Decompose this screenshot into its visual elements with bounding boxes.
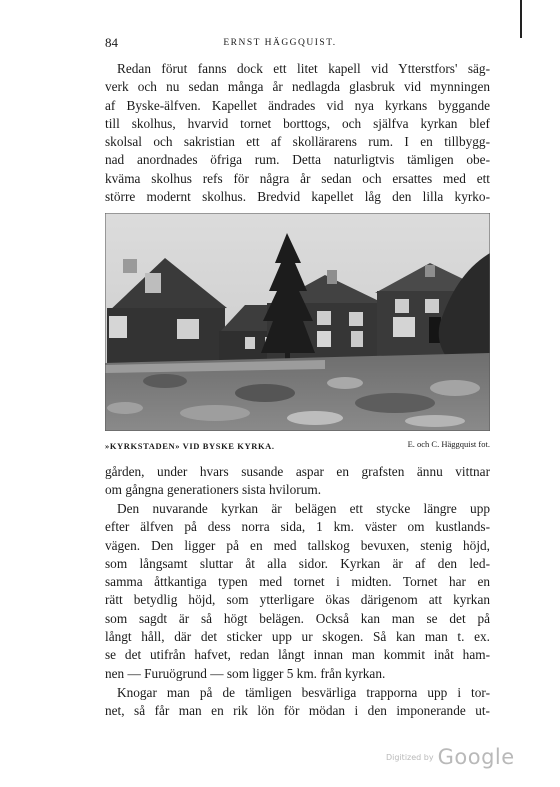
page-number: 84 [105, 35, 118, 50]
page-edge-line [520, 0, 522, 38]
text-line: Den nuvarande kyrkan är belägen ett stycke längre upp [117, 501, 490, 516]
text-line: långt håll, där det sticker upp ur skogen. Så kan man t. ex. [105, 629, 490, 645]
paragraph-3 [105, 500, 490, 683]
text-line: verk och nu sedan många år nedlagda glasbruk vid mynningen [105, 79, 490, 95]
paragraph-1 [105, 60, 490, 206]
text-line: gården, under hvars susande aspar en grafsten ännu vittnar [105, 464, 490, 479]
text-line: till skolhus, hvarvid tornet borttogs, och själfva kyrkan blef [105, 115, 490, 131]
running-title: ERNST HÄGGQUIST. [223, 38, 337, 48]
church-village-photo [105, 213, 490, 431]
text-line: af Byske-älfven. Kapellet ändrades vid nya kyrkans byggande [105, 97, 490, 113]
text-line: Knogar man på de tämligen besvärliga trapporna upp i tor- [117, 685, 490, 700]
text-line: net, så får man en rik lön för mödan i den imponerande ut- [105, 703, 490, 719]
text-line: kväma skolhus refs för några år sedan och ersattes med ett [105, 170, 490, 186]
text-line: efter älfven på dess norra sida, 1 km. väster om kustlands- [105, 519, 490, 535]
watermark-brand: Google [437, 745, 515, 769]
text-line: om gångna generationers sista hvilorum. [105, 482, 322, 498]
text-line: nad anordnades öfriga rum. Detta naturligtvis tämligen obe- [105, 152, 490, 168]
text-line: samma åttkantiga typen med tornet i midten. Tornet har en [105, 574, 490, 590]
text-line: vägen. Den ligger på en med tallskog bevuxen, stenig höjd, [105, 537, 490, 553]
photo-credit: E. och C. Häggquist fot. [407, 439, 490, 449]
text-line: skolsal och sakristian ett af skollärarens rum. I en tillbygg- [105, 134, 490, 150]
watermark-prefix: Digitized by [386, 753, 434, 762]
text-line: rätt betydlig höjd, som ytterligare ökas därigenom att kyrkan [105, 592, 490, 608]
page-header [0, 37, 560, 53]
text-line: som sagdt är så högt belägen. Också kan man se det på [105, 610, 490, 626]
paragraph-2 [105, 463, 490, 500]
text-line: större modernt skolhus. Bredvid kapellet låg den lilla kyrko- [105, 189, 490, 205]
digitized-by-google-watermark [386, 745, 515, 769]
figure-caption: »KYRKSTADEN» VID BYSKE KYRKA. [105, 441, 275, 451]
text-line: nen — Furuögrund — som ligger 5 km. från kyrkan. [105, 665, 386, 681]
text-line: se det utifrån hafvet, redan långt innan man kommit inåt ham- [105, 647, 490, 663]
figure-photo [105, 213, 490, 431]
text-line: som långsamt sluttar åt alla sidor. Kyrkan är af den led- [105, 555, 490, 571]
paragraph-4 [105, 684, 490, 721]
text-line: Redan förut fanns dock ett litet kapell vid Ytterstfors' säg- [117, 61, 490, 76]
